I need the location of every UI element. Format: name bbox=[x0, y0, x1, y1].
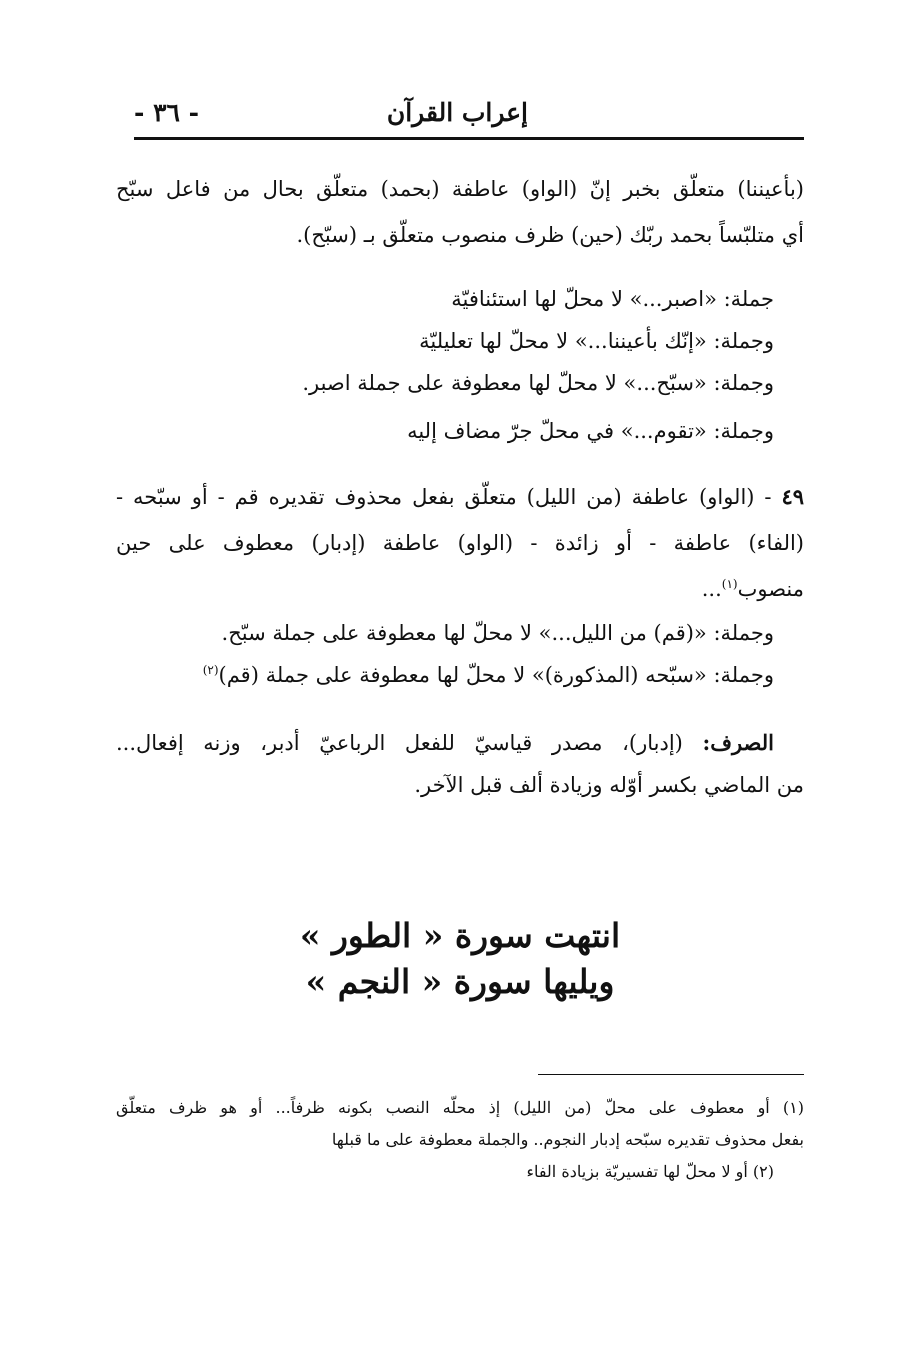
verse-number: ٤٩ bbox=[781, 484, 804, 509]
verse-49-line-3-text: منصوب bbox=[737, 577, 804, 601]
morphology-line-1 bbox=[116, 728, 774, 758]
verse-49-line-3 bbox=[702, 574, 804, 604]
verse-49-line-1 bbox=[116, 482, 804, 512]
page-number: - ٣٦ - bbox=[134, 98, 200, 127]
morphology-label: الصرف: bbox=[702, 730, 774, 755]
page-header bbox=[134, 98, 804, 134]
sentence-analysis-3: وجملة: «سبّح...» لا محلّ لها معطوفة على جملة اصبر. bbox=[302, 371, 774, 395]
footnote-ref-2: (٢) bbox=[202, 663, 219, 677]
footnote-1-line-1: (١) أو معطوف على محلّ (من الليل) إذ محلّه النصب بكونه ظرفاً... أو هو ظرف متعلّق bbox=[116, 1098, 804, 1117]
sentence-analysis-5: وجملة: «(قم) من الليل...» لا محلّ لها معطوفة على جملة سبّح. bbox=[221, 621, 774, 645]
header-rule bbox=[134, 137, 804, 140]
footnote-rule bbox=[538, 1074, 804, 1075]
body-line-2: أي متلبّساً بحمد ربّك (حين) ظرف منصوب متعلّق بـ (سبّح). bbox=[296, 223, 804, 247]
verse-49-line-2: (الفاء) عاطفة - أو زائدة - (الواو) عاطفة (إدبار) معطوف على حين bbox=[116, 531, 804, 555]
sentence-analysis-6 bbox=[203, 660, 774, 690]
body-line-1: (بأعيننا) متعلّق بخبر إنّ (الواو) عاطفة (بحمد) متعلّق بحال من فاعل سبّح bbox=[116, 177, 804, 201]
sentence-analysis-2: وجملة: «إنّك بأعيننا...» لا محلّ لها تعليليّة bbox=[419, 329, 774, 353]
running-title: إعراب القرآن bbox=[386, 98, 528, 127]
morphology-line-2: من الماضي بكسر أوّله وزيادة ألف قبل الآخر. bbox=[414, 773, 804, 797]
sentence-analysis-1: جملة: «اصبر...» لا محلّ لها استئنافيّة bbox=[451, 287, 774, 311]
morphology-text: (إدبار)، مصدر قياسيّ للفعل الرباعيّ أدبر، وزنه إفعال... bbox=[116, 731, 703, 755]
verse-49-line-3-end: ... bbox=[701, 577, 722, 601]
sentence-analysis-6-text: وجملة: «سبّحه (المذكورة)» لا محلّ لها معطوفة على جملة (قم) bbox=[218, 663, 774, 687]
footnote-ref-1: (١) bbox=[721, 577, 738, 591]
verse-49-text: - (الواو) عاطفة (من الليل) متعلّق بفعل محذوف تقديره قم - أو سبّحه - bbox=[116, 485, 782, 509]
sentence-analysis-4: وجملة: «تقوم...» في محلّ جرّ مضاف إليه bbox=[407, 419, 774, 443]
next-surah-title: ويليها سورة « النجم » bbox=[305, 962, 615, 1001]
footnote-2: (٢) أو لا محلّ لها تفسيريّة بزيادة الفاء bbox=[526, 1162, 774, 1181]
footnote-1-line-2: بفعل محذوف تقديره سبّحه إدبار النجوم.. والجملة معطوفة على ما قبلها bbox=[331, 1130, 804, 1149]
surah-end-title: انتهت سورة « الطور » bbox=[299, 916, 621, 955]
